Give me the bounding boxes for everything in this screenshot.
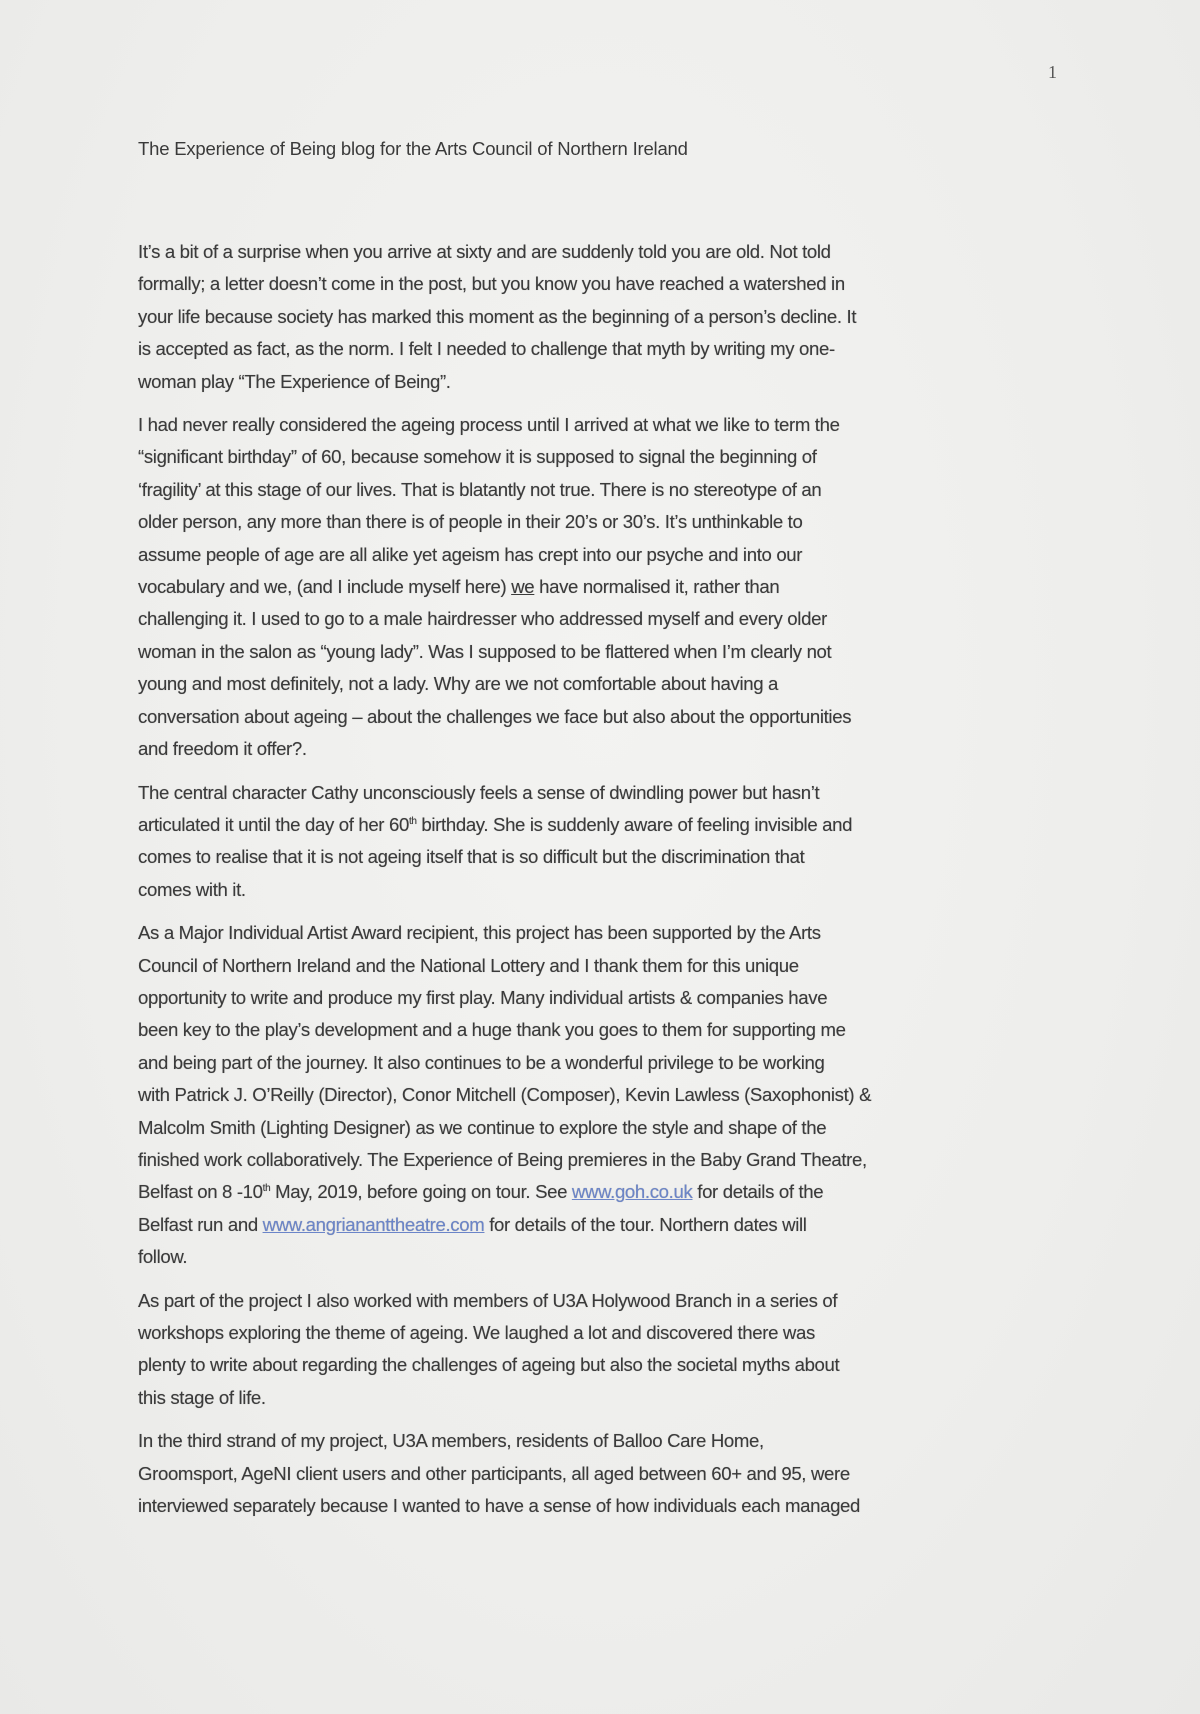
text-line: woman play “The Experience of Being”. — [138, 370, 451, 392]
document-title: The Experience of Being blog for the Arts Council of Northern Ireland — [138, 138, 688, 159]
text-line — [138, 809, 1068, 841]
text-line: interviewed separately because I wanted to have a sense of how individuals each managed — [138, 1495, 861, 1517]
ordinal-suffix: th — [408, 815, 417, 827]
angrianan-theatre-link[interactable]: www.angriananttheatre.com — [262, 1213, 485, 1235]
paragraph-central-character — [138, 777, 1068, 907]
text-line: As part of the project I also worked with members of U3A Holywood Branch in a series of — [138, 1289, 838, 1311]
text-segment: Belfast on 8 -10 — [138, 1181, 263, 1203]
page-number: 1 — [1048, 62, 1057, 82]
text-line: It’s a bit of a surprise when you arrive at sixty and are suddenly told you are old. Not told — [138, 241, 831, 262]
text-line: your life because society has marked this moment as the beginning of a person’s decline. It — [138, 305, 857, 327]
text-line: Groomsport, AgeNI client users and other participants, all aged between 60+ and 95, were — [138, 1462, 850, 1484]
text-line: “significant birthday” of 60, because somehow it is supposed to signal the beginning of — [138, 446, 817, 468]
text-segment: birthday. She is suddenly aware of feeling invisible and — [416, 813, 853, 835]
text-line: challenging it. I used to go to a male hairdresser who addressed myself and every older — [138, 608, 827, 630]
text-segment: May, 2019, before going on tour. See — [270, 1181, 572, 1203]
text-line — [138, 571, 1068, 603]
text-line: The central character Cathy unconsciously feels a sense of dwindling power but hasn’t — [138, 781, 820, 803]
text-line: assume people of age are all alike yet ageism has crept into our psyche and into our — [138, 543, 803, 565]
text-line: conversation about ageing – about the challenges we face but also about the opportunities — [138, 705, 852, 727]
underlined-word: we — [511, 576, 535, 598]
text-line: formally; a letter doesn’t come in the post, but you know you have reached a watershed in — [138, 273, 845, 295]
text-line: comes to realise that it is not ageing itself that is so difficult but the discrimination that — [138, 846, 805, 868]
text-line: been key to the play’s development and a huge thank you goes to them for supporting me — [138, 1019, 846, 1041]
text-line: workshops exploring the theme of ageing. We laughed a lot and discovered there was — [138, 1322, 815, 1343]
text-line: Malcolm Smith (Lighting Designer) as we continue to explore the style and shape of the — [138, 1116, 827, 1138]
paragraph-u3a-workshops — [138, 1285, 1068, 1415]
text-segment: have normalised it, rather than — [534, 576, 780, 598]
text-line: is accepted as fact, as the norm. I felt I needed to challenge that myth by writing my one- — [138, 338, 835, 360]
text-line: comes with it. — [138, 878, 246, 900]
paragraph-intro — [138, 236, 1068, 398]
text-line: woman in the salon as “young lady”. Was I supposed to be flattered when I’m clearly not — [138, 640, 832, 662]
text-line: follow. — [138, 1246, 188, 1268]
paragraph-ageing-process — [138, 409, 1068, 765]
text-line: older person, any more than there is of people in their 20’s or 30’s. It’s unthinkable to — [138, 511, 803, 533]
text-line: this stage of life. — [138, 1386, 266, 1408]
paragraph-award — [138, 917, 1068, 1273]
text-segment: vocabulary and we, (and I include myself here) — [138, 576, 512, 598]
text-segment: articulated it until the day of her 60 — [138, 813, 409, 835]
text-line: ‘fragility’ at this stage of our lives. That is blatantly not true. There is no stereotype of an — [138, 478, 822, 500]
text-line: with Patrick J. O’Reilly (Director), Conor Mitchell (Composer), Kevin Lawless (Saxophonist) & — [138, 1084, 872, 1106]
goh-website-link[interactable]: www.goh.co.uk — [571, 1181, 693, 1203]
text-line — [138, 1209, 1068, 1241]
document-body — [138, 236, 1068, 1533]
ordinal-suffix: th — [262, 1183, 271, 1195]
text-line — [138, 1176, 1068, 1208]
text-line: finished work collaboratively. The Experience of Being premieres in the Baby Grand Theatre, — [138, 1148, 867, 1170]
text-segment: for details of the — [692, 1181, 824, 1203]
text-line: opportunity to write and produce my first play. Many individual artists & companies have — [138, 986, 828, 1008]
text-line: plenty to write about regarding the challenges of ageing but also the societal myths about — [138, 1354, 840, 1376]
text-line: and freedom it offer?. — [138, 738, 307, 760]
text-line: In the third strand of my project, U3A members, residents of Balloo Care Home, — [138, 1430, 764, 1452]
text-line: young and most definitely, not a lady. Why are we not comfortable about having a — [138, 673, 779, 695]
paragraph-third-strand — [138, 1425, 1068, 1522]
text-segment: for details of the tour. Northern dates will — [484, 1213, 807, 1235]
text-line: Council of Northern Ireland and the National Lottery and I thank them for this unique — [138, 954, 799, 976]
text-line: As a Major Individual Artist Award recipient, this project has been supported by the Arts — [138, 922, 821, 944]
text-line: I had never really considered the ageing process until I arrived at what we like to term the — [138, 414, 840, 436]
text-segment: Belfast run and — [138, 1213, 263, 1235]
text-line: and being part of the journey. It also continues to be a wonderful privilege to be working — [138, 1051, 825, 1073]
